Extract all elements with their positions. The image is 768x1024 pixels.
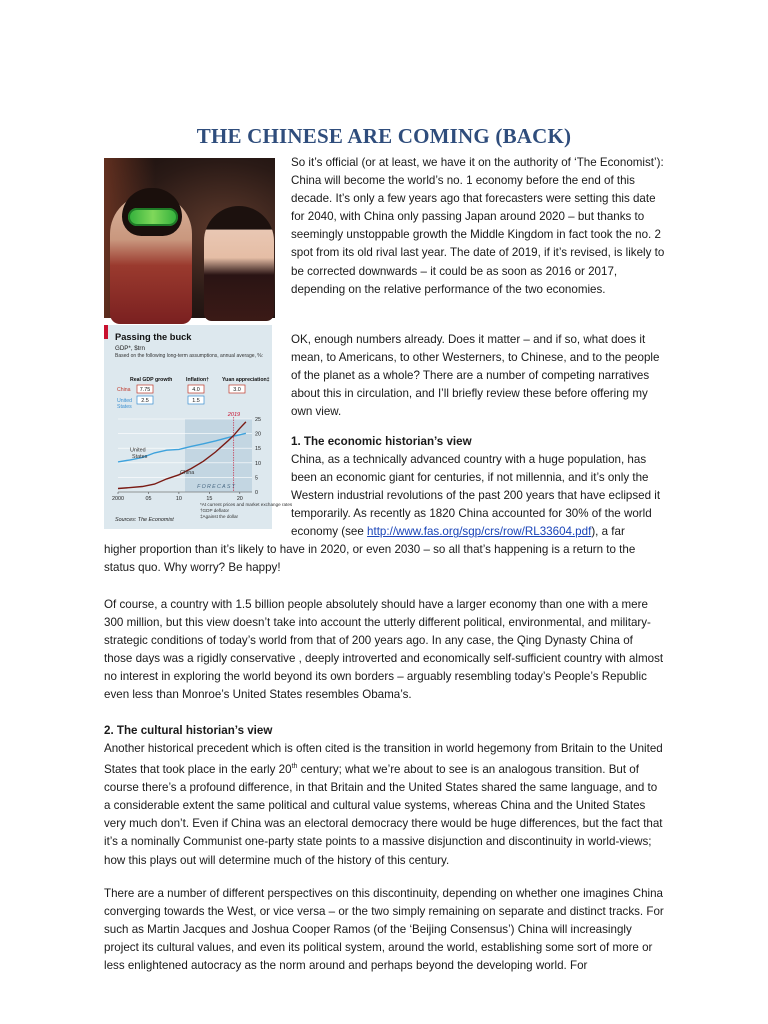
footnote: ‡Against the dollar [200,514,239,519]
series-label-us: United [130,447,146,454]
article-photo [104,158,275,318]
section-heading: 2. The cultural historian’s view [104,724,273,737]
table-header: Real GDP growth [130,377,173,383]
x-tick-label: 15 [206,496,213,502]
table-header: Inflation† [186,377,210,383]
source-link[interactable]: http://www.fas.org/sgp/crs/row/RL33604.pdf [367,525,592,539]
table-cell-value: 1.5 [192,398,200,404]
y-tick-label: 15 [255,446,261,453]
gdp-chart [104,325,293,529]
chart-note: Based on the following long-term assumptions, annual average, %: [115,353,264,359]
table-cell-value: 2.5 [141,398,149,404]
y-tick-label: 10 [255,460,261,467]
table-row-label: China [117,387,131,393]
year-marker-label: 2019 [227,412,241,418]
table-cell-value: 7.75 [139,387,151,393]
mask-icon [128,208,178,226]
series-label-us: States [132,454,148,461]
x-tick-label: 10 [175,496,182,502]
section-cultural: 2. The cultural historian’s view Another historical precedent which is often cited is the transition in world hegemony from Britain to the United States that took place in the early 20th century; what we’re about to see is an analogous transition. But of course there’s a profound difference, in that Britain and the United States shared the same language, and to a considerable extent the same political and cultural value systems, whereas China and the United States very much don’t. Even if China was an electoral democracy there would be huge differences, but the fact that it’s a nominally Communist one-party state points to a massive disjunction and discontinuity in world-views; how this plays out will determine much of the history of this century. [104,724,663,867]
table-cell-value: 3.0 [233,387,241,393]
section-economic: 1. The economic historian’s view China, as a technically advanced country with a huge population, has been an economic giant for centuries, if not millennia, and it’s only the Western industrial revolutions of the past 200 years that have eclipsed it temporarily. As recently as 1820 China accounted for 30% of the world economy (see http://www.fas.org/sgp/crs/row/RL33604.pdf), a far [291,433,675,542]
intro-paragraph: So it’s official (or at least, we have it on the authority of ‘The Economist’): China will become the world’s no. 1 economy before the end of this decade. It’s only a few years ago that forecasters were setting this date for 2040, with China only passing Japan around 2020 – but thanks to seemingly unstoppable growth the Middle Kingdom in fact took the no. 2 spot from its old rival last year. The date of 2019, if it’s revised, is likely to be corrected downwards – it could be as soon as 2016 or 2017, depending on the relative performance of the two economies. [291,156,665,296]
chart-title: Passing the buck [115,332,192,342]
table-header: Yuan appreciation‡ [222,377,270,383]
chart-subtitle: GDP*, $trn [115,345,145,352]
numbers-paragraph: OK, enough numbers already. Does it matter – and if so, what does it mean, to Americans, to other Westerners, to Chinese, and to the people of the planet as a whole? There are a number of competing narratives about this in circulation, and I’ll briefly review these before offering my own view. [291,333,660,419]
article-title: THE CHINESE ARE COMING (BACK) [196,124,572,148]
footnote: *At current prices and market exchange rates [200,502,293,507]
section-heading: 1. The economic historian’s view [291,435,472,448]
table-row-label: United [117,398,132,404]
x-tick-label: 20 [236,496,243,502]
table-row-label: States [117,404,132,410]
y-tick-label: 0 [255,490,258,496]
x-tick-label: 2000 [112,496,124,502]
x-tick-label: 05 [145,496,152,502]
y-tick-label: 5 [255,475,258,482]
footnote: †GDP deflator [200,508,230,513]
series-label-china: China [180,469,195,476]
table-cell-value: 4.0 [192,387,200,393]
chart-source: Sources: The Economist [115,517,174,523]
course-paragraph: Of course, a country with 1.5 billion people absolutely should have a larger economy than one with a mere 300 million, but this view doesn’t take into account the utterly different political, environmental, and military-strategic conditions of today’s world from that of 200 years ago. In any case, the Qing Dynasty China of those days was a rigidly conservative , deeply introverted and economically self-sufficient country with almost no interest in exploring the world beyond its own borders – arguably resembling today’s People’s Republic even less than Monroe’s United States resembles Obama’s. [104,598,664,702]
economic-continuation: higher proportion than it’s likely to have in 2020, or even 2030 – so all that’s happening is a return to the status quo. Why worry? Be happy! [104,543,636,575]
chart-plot [104,325,293,529]
forecast-label: FORECAST [197,484,237,490]
forecast-band [185,419,252,492]
y-tick-label: 25 [255,417,261,423]
y-tick-label: 20 [255,431,261,438]
perspectives-paragraph: There are a number of different perspectives on this discontinuity, depending on whether one imagines China converging towards the West, or vice versa – or the two simply remaining on separate and distinct tracks. For such as Martin Jacques and Joshua Cooper Ramos (of the ‘Beijing Consensus’) China will increasingly project its cultural values, and even its political system, around the world, establishing some sort of more or less enlightened autocracy as the norm around and perhaps beyond the developing world. For [104,887,664,973]
